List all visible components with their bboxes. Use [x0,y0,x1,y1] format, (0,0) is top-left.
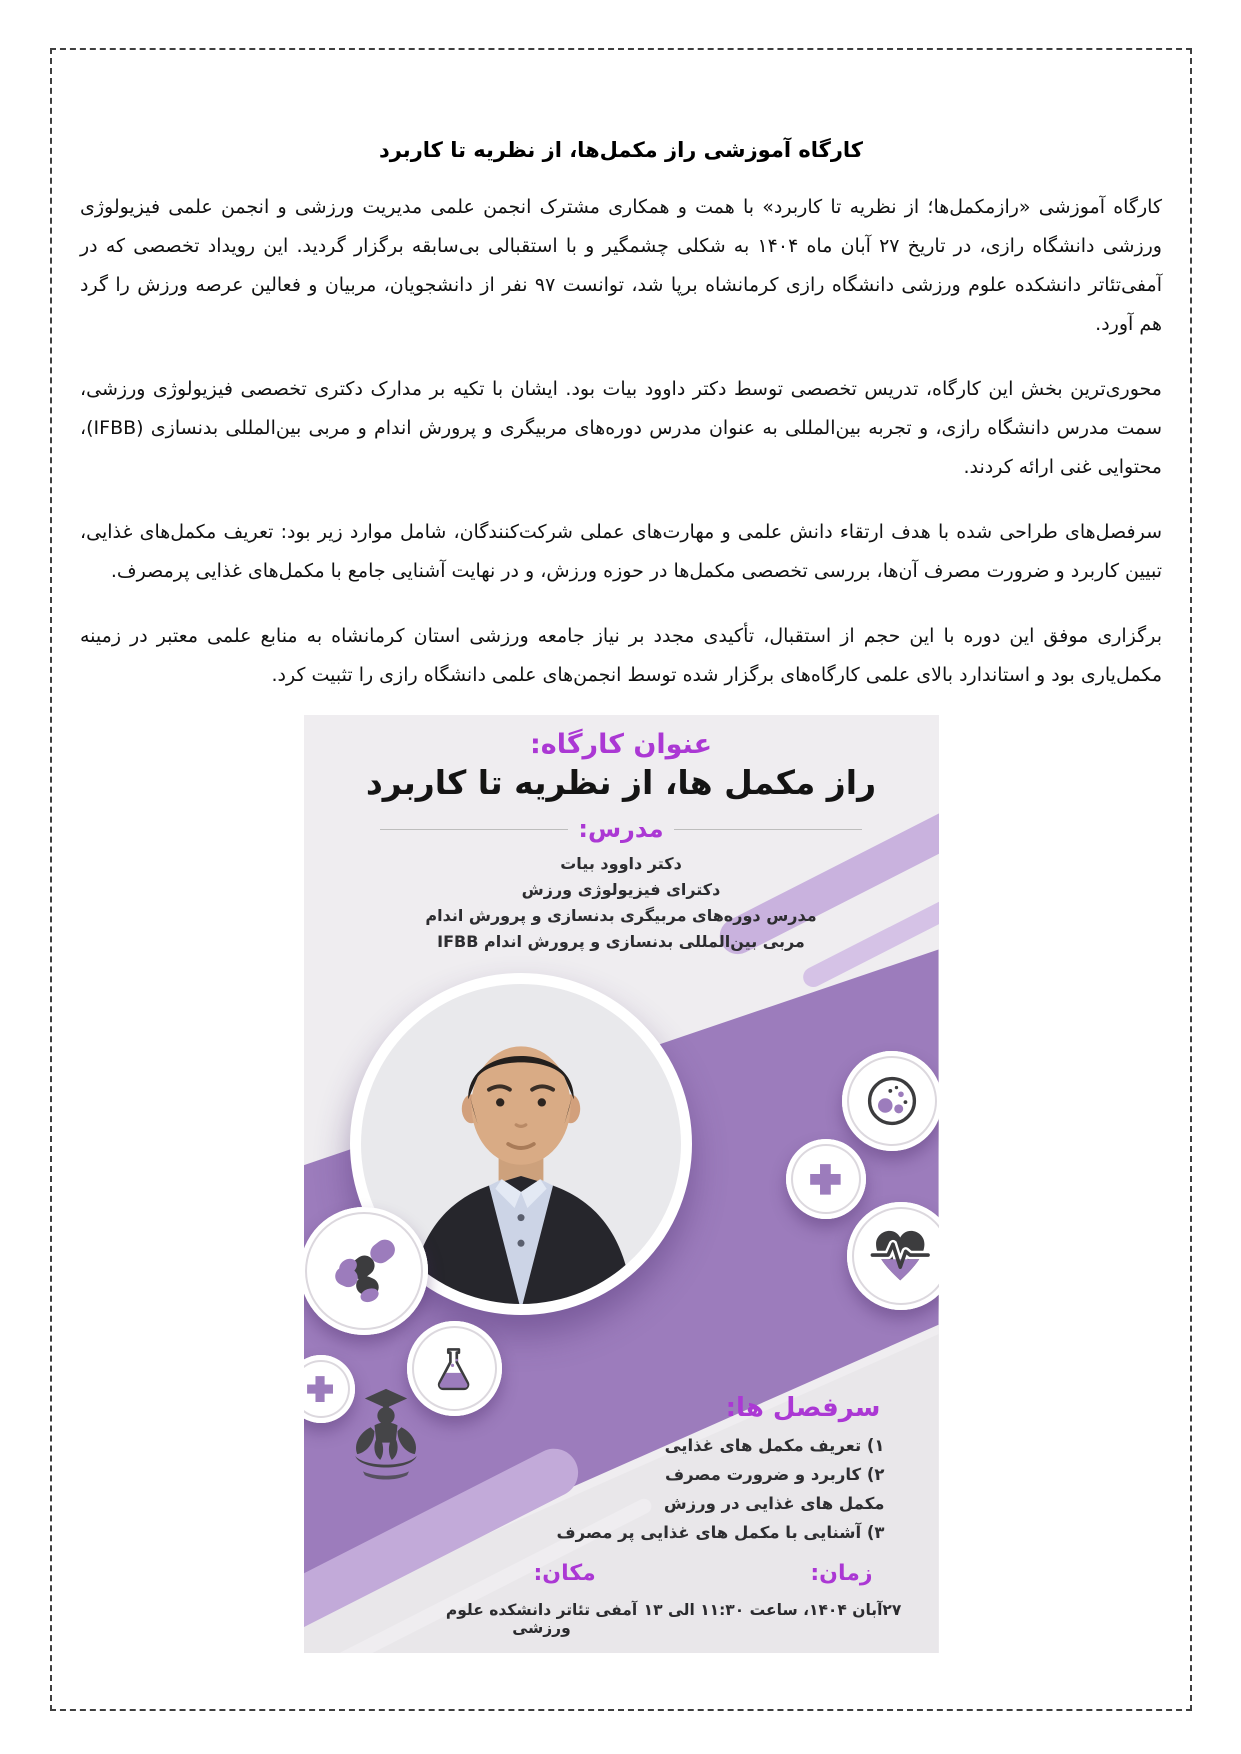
topic-item: ۲) کاربرد و ضرورت مصرف [664,1465,885,1484]
time-value: ۲۷آبان ۱۴۰۴، ساعت ۱۱:۳۰ الی ۱۳ [643,1601,902,1619]
divider-line [674,829,863,830]
workshop-poster [304,715,939,1653]
instructor-label: مدرس: [578,815,664,843]
topic-item: ۳) آشنایی با مکمل های غذایی پر مصرف [556,1523,885,1542]
topics-list [525,1431,885,1547]
instructor-credentials [304,851,939,955]
pills-icon [304,1207,428,1335]
poster-heading-label: عنوان کارگاه: [529,729,713,760]
instructor-ifbb: مربی بین‌المللی بدنسازی و پرورش اندام IFBB [437,932,805,951]
topics-label: سرفصل ها: [725,1393,881,1423]
cells-icon [842,1051,939,1151]
location-label: مکان: [533,1561,596,1586]
paragraph: برگزاری موفق این دوره با این حجم از استقبال، تأکیدی مجدد بر نیاز جامعه ورزشی استان کرمانشاه به منابع علمی معتبر در زمینه مکمل‌یاری بود و استاندارد بالای علمی کارگاه‌های برگزار شده توسط انجمن‌های علمی دانشگاه رازی را تثبیت کرد. [80,625,1162,686]
instructor-name: دکتر داوود بیات [560,854,682,873]
page-dashed-border [50,48,1192,1711]
divider-line [380,829,569,830]
paragraph: سرفصل‌های طراحی شده با هدف ارتقاء دانش علمی و مهارت‌های عملی شرکت‌کنندگان، شامل موارد زیر بود: تعریف مکمل‌های غذایی، تبیین کاربرد و ضرورت مصرف آن‌ها، بررسی تخصصی مکمل‌ها در حوزه ورزش، و در نهایت آشنایی جامع با مکمل‌های غذایی پرمصرف. [80,521,1162,582]
poster-workshop-title: راز مکمل ها، از نظریه تا کاربرد [365,763,877,802]
paragraph: کارگاه آموزشی «رازمکمل‌ها؛ از نظریه تا کاربرد» با همت و همکاری مشترک انجمن علمی مدیریت ورزشی و انجمن علمی فیزیولوژی ورزشی دانشگاه رازی، در تاریخ ۲۷ آبان ماه ۱۴۰۴ به شکلی چشمگیر و با استقبالی بی‌سابقه برگزار گردید. این رویداد تخصصی که در آمفی‌تئاتر دانشکده علوم ورزشی دانشگاه رازی کرمانشاه برپا شد، توانست ۹۷ نفر از دانشجویان، مربیان و فعالین عرصه ورزش را گرد هم آورد. [80,196,1162,335]
instructor-divider [380,815,863,843]
instructor-role: مدرس دوره‌های مربیگری بدنسازی و پرورش اندام [425,906,817,925]
page-title: کارگاه آموزشی راز مکمل‌ها، از نظریه تا کاربرد [378,138,864,162]
instructor-degree: دکترای فیزیولوژی ورزش [521,880,721,899]
location-value: آمفی تئاتر دانشکده علوم ورزشی [445,1601,638,1637]
university-logo [338,1383,434,1483]
topic-item: مکمل های غذایی در ورزش [663,1494,885,1513]
paragraph: محوری‌ترین بخش این کارگاه، تدریس تخصصی توسط دکتر داوود بیات بود. ایشان با تکیه بر مدارک دکتری تخصصی فیزیولوژی ورزشی، سمت مدرس دانشگاه رازی، و تجربه بین‌المللی به عنوان مدرس دوره‌های مربیگری و پرورش اندام و مربی بین‌المللی بدنسازی (IFBB)، محتوایی غنی ارائه کردند. [80,378,1162,478]
plus-icon [786,1139,866,1219]
document-content [80,50,1162,1653]
time-label: زمان: [810,1561,873,1586]
topic-item: ۱) تعریف مکمل های غذایی [664,1436,885,1455]
